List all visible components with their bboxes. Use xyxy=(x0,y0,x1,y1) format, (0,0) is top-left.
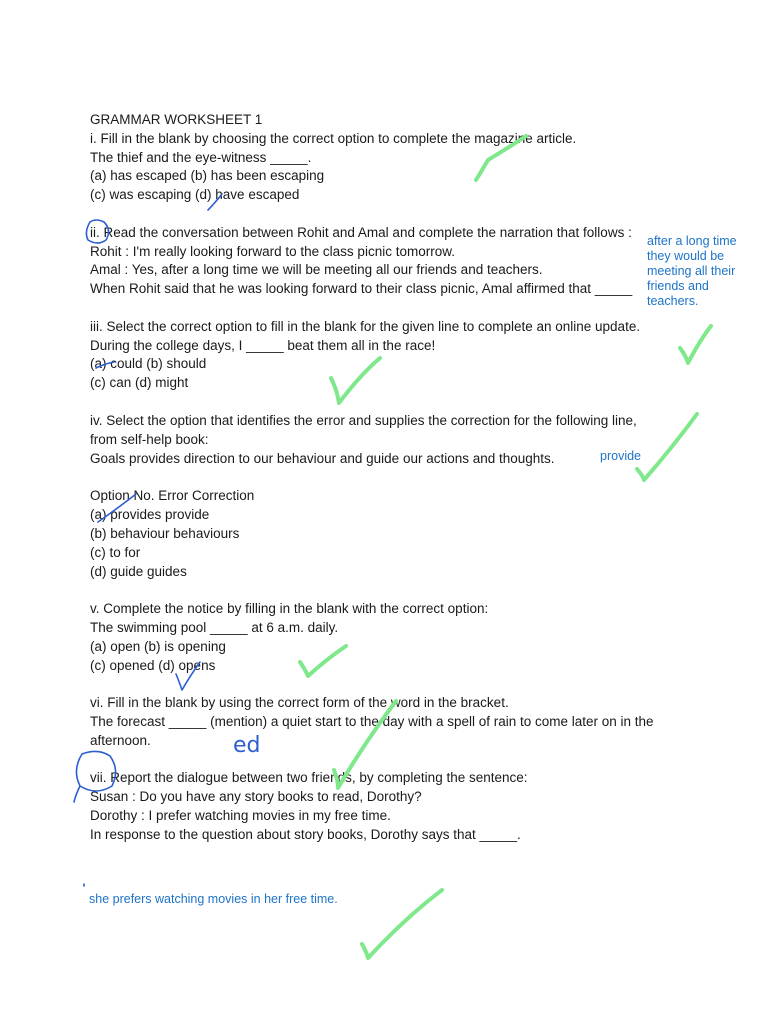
q4-typed-answer: provide xyxy=(600,449,641,463)
q4-option-d: (d) guide guides xyxy=(90,564,187,579)
q5-options-ab: (a) open (b) is opening xyxy=(90,639,226,654)
q4-option-a: (a) provides provide xyxy=(90,507,210,522)
q5-sentence: The swimming pool _____ at 6 a.m. daily. xyxy=(90,620,339,635)
q6-sentence-line2: afternoon. xyxy=(90,733,151,748)
q7-typed-answer: she prefers watching movies in her free time. xyxy=(89,892,338,906)
q6-instruction: vi. Fill in the blank by using the correct form of the word in the bracket. xyxy=(90,695,509,710)
worksheet-title: GRAMMAR WORKSHEET 1 xyxy=(90,112,263,127)
q2-answer-line: after a long time xyxy=(647,234,737,248)
q4-option-c: (c) to for xyxy=(90,545,141,560)
checkmark-q5-icon xyxy=(300,646,346,676)
q2-dialogue-rohit: Rohit : I'm really looking forward to the class picnic tomorrow. xyxy=(90,244,455,259)
q4-instruction-line2: from self-help book: xyxy=(90,432,209,447)
q7-dialogue-dorothy: Dorothy : I prefer watching movies in my free time. xyxy=(90,808,391,823)
q3-sentence: During the college days, I _____ beat them all in the race! xyxy=(90,338,436,353)
pen-stroke-q7-icon xyxy=(74,786,80,802)
q4-table-header: Option No. Error Correction xyxy=(90,488,255,503)
q3-instruction: iii. Select the correct option to fill in the blank for the given line to complete an online update. xyxy=(90,319,641,334)
checkmark-q2-icon xyxy=(680,326,711,363)
q1-sentence: The thief and the eye-witness _____. xyxy=(90,150,312,165)
q4-sentence: Goals provides direction to our behaviour and guide our actions and thoughts. xyxy=(90,451,555,466)
q2-typed-answer xyxy=(647,234,765,309)
q6-sentence-line1: The forecast _____ (mention) a quiet start to the day with a spell of rain to come later on in the xyxy=(90,714,654,729)
q5-instruction: v. Complete the notice by filling in the blank with the correct option: xyxy=(90,601,489,616)
q2-answer-line: teachers. xyxy=(647,294,699,308)
q6-handwritten-ed: ed xyxy=(233,733,261,758)
q3-options-cd: (c) can (d) might xyxy=(90,375,189,390)
q2-dialogue-amal: Amal : Yes, after a long time we will be meeting all our friends and teachers. xyxy=(90,262,543,277)
q7-prompt: In response to the question about story books, Dorothy says that _____. xyxy=(90,827,521,842)
q2-answer-line: meeting all their xyxy=(647,264,736,278)
q2-answer-line: friends and xyxy=(647,279,709,293)
q3-options-ab: (a) could (b) should xyxy=(90,356,207,371)
q1-instruction: i. Fill in the blank by choosing the correct option to complete the magazine article. xyxy=(90,131,577,146)
q7-instruction: vii. Report the dialogue between two friends, by completing the sentence: xyxy=(90,770,528,785)
q7-dialogue-susan: Susan : Do you have any story books to read, Dorothy? xyxy=(90,789,422,804)
q5-options-cd: (c) opened (d) opens xyxy=(90,658,216,673)
q2-answer-line: they would be xyxy=(647,249,725,263)
q2-narration: When Rohit said that he was looking forward to their class picnic, Amal affirmed that _____ xyxy=(90,281,633,296)
q1-options-ab: (a) has escaped (b) has been escaping xyxy=(90,168,325,183)
q1-options-cd: (c) was escaping (d) have escaped xyxy=(90,187,300,202)
q4-option-b: (b) behaviour behaviours xyxy=(90,526,240,541)
checkmark-q7-icon xyxy=(362,890,442,958)
q4-instruction-line1: iv. Select the option that identifies the error and supplies the correction for the following line, xyxy=(90,413,637,428)
q2-instruction: ii. Read the conversation between Rohit and Amal and complete the narration that follows : xyxy=(90,225,632,240)
checkmark-q3-icon xyxy=(331,358,380,403)
checkmark-q4-icon xyxy=(637,414,697,480)
